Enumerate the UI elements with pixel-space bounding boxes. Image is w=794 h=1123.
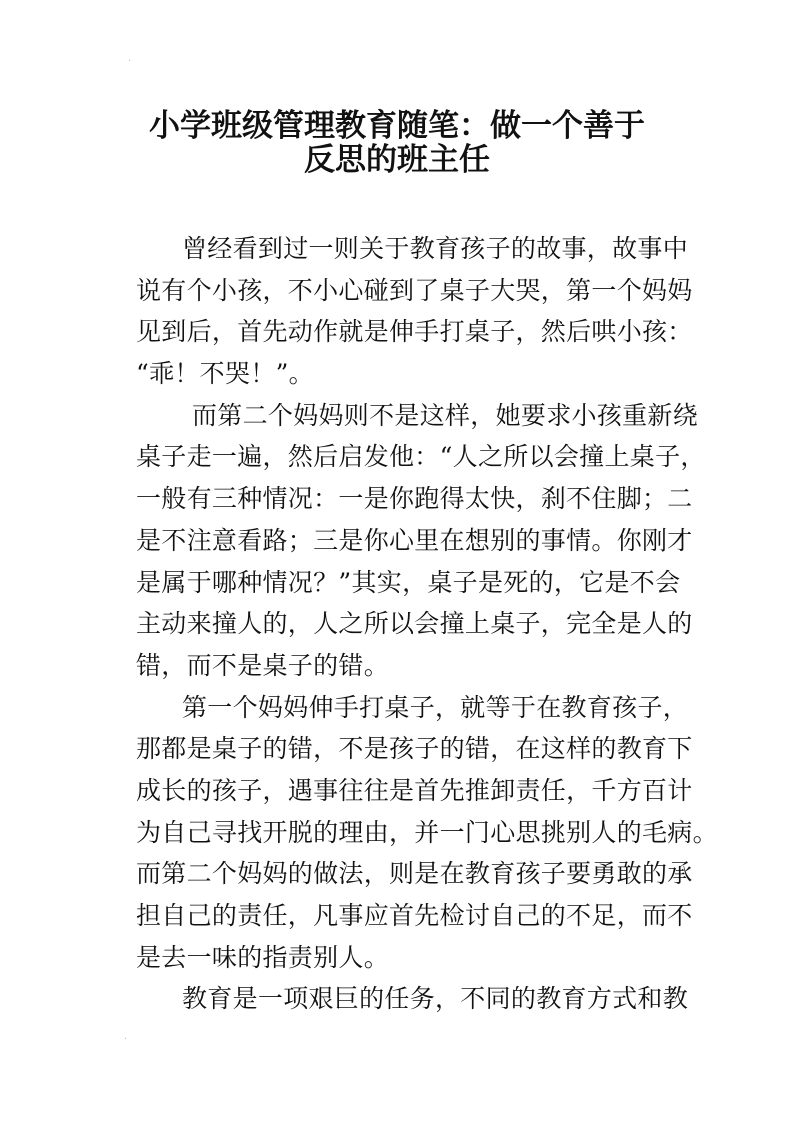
body-line: 说有个小孩，不小心碰到了桌子大哭，第一个妈妈 <box>136 275 693 305</box>
body-line: 是不注意看路；三是你心里在想别的事情。你刚才 <box>136 525 693 555</box>
body-line: 第一个妈妈伸手打桌子，就等于在教育孩子， <box>182 692 689 722</box>
body-line: 是属于哪种情况？”其实，桌子是死的，它是不会 <box>136 567 681 597</box>
body-line: 担自己的责任，凡事应首先检讨自己的不足，而不 <box>136 901 693 930</box>
document-body <box>136 228 718 1020</box>
body-line: 一般有三种情况：一是你跑得太快，刹不住脚；二 <box>136 484 693 514</box>
body-line: 错，而不是桌子的错。 <box>136 650 390 680</box>
body-line: 是去一味的指责别人。 <box>136 942 390 972</box>
body-line: 而第二个妈妈的做法，则是在教育孩子要勇敢的承 <box>136 859 693 889</box>
document-title-line-2: 反思的班主任 <box>304 142 490 178</box>
body-line: “乖！不哭！”。 <box>136 359 314 389</box>
body-line: 那都是桌子的错，不是孩子的错，在这样的教育下 <box>136 734 693 764</box>
body-line: 为自己寻找开脱的理由，并一门心思挑别人的毛病。 <box>136 817 718 847</box>
body-line: 教育是一项艰巨的任务，不同的教育方式和教 <box>182 984 689 1014</box>
document-title-line-1: 小学班级管理教育随笔：做一个善于 <box>149 108 645 144</box>
body-line: 见到后，首先动作就是伸手打桌子，然后哄小孩： <box>136 317 693 347</box>
body-line: 主动来撞人的，人之所以会撞上桌子，完全是人的 <box>136 609 693 639</box>
body-line: 而第二个妈妈则不是这样，她要求小孩重新绕 <box>192 400 699 430</box>
body-line: 曾经看到过一则关于教育孩子的故事，故事中 <box>182 234 689 263</box>
scan-mark: · <box>128 56 132 67</box>
scan-mark: · <box>124 1034 128 1045</box>
body-line: 桌子走一遍，然后启发他：“人之所以会撞上桌子， <box>136 442 706 472</box>
body-line: 成长的孩子，遇事往往是首先推卸责任，千方百计 <box>136 775 693 805</box>
